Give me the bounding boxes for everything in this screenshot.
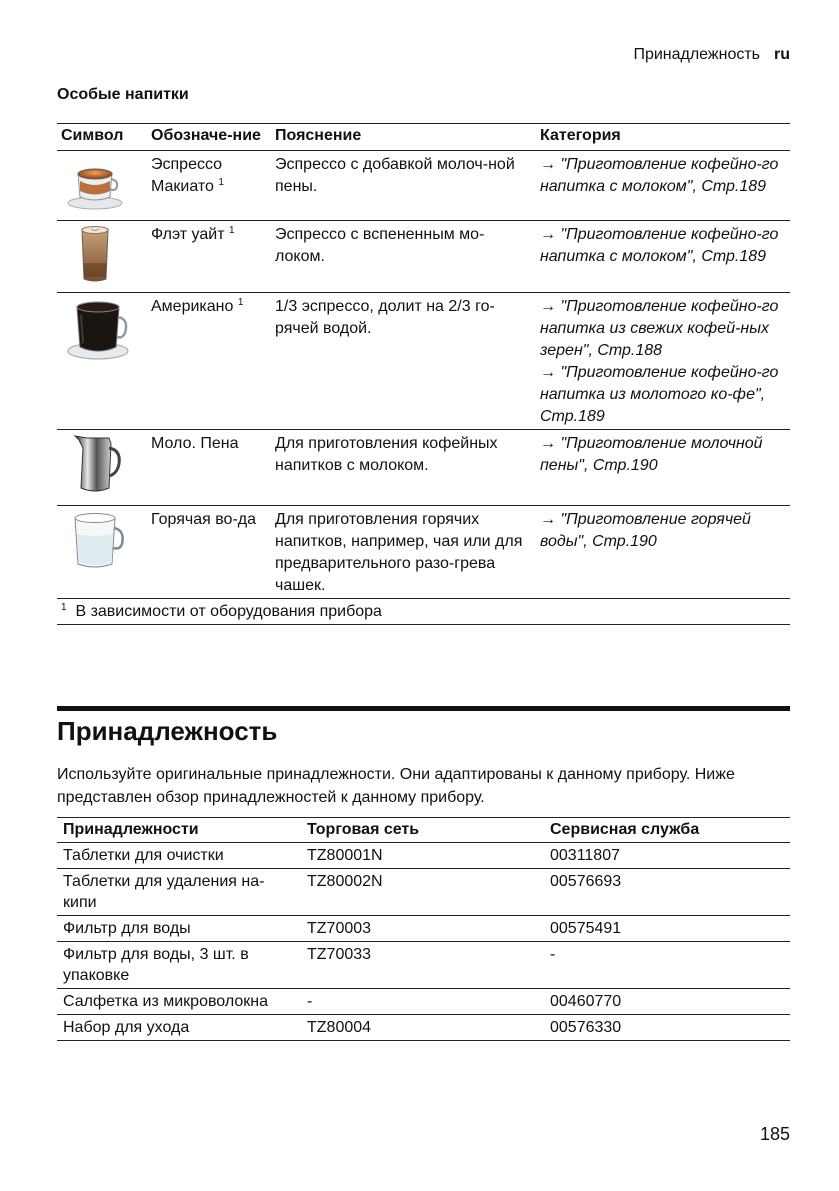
drink-category (536, 221, 790, 293)
service-code: 00460770 (550, 993, 622, 1010)
retail-code: TZ80001N (307, 847, 383, 864)
table-header-row (57, 818, 790, 843)
category-link[interactable]: → "Приготовление кофейно-го напитка с молоком", Стр.189 (540, 156, 779, 195)
drink-explanation: Для приготовления кофейных напитков с молоком. (275, 435, 498, 474)
drink-explanation: Эспрессо с вспененным мо-локом. (275, 226, 485, 265)
category-link[interactable]: → "Приготовление молочной пены", Стр.190 (540, 435, 763, 474)
page-number: 185 (759, 1124, 790, 1144)
col-retail: Торговая сеть (307, 821, 420, 838)
table-header-row (57, 124, 790, 151)
flat-white-icon (57, 221, 147, 293)
table-row (57, 221, 790, 293)
service-code: 00311807 (550, 847, 620, 864)
table-row (57, 869, 790, 916)
category-link[interactable]: → "Приготовление кофейно-го напитка из молотого ко-фе", Стр.189 (540, 364, 779, 425)
table-row (57, 942, 790, 989)
special-drinks-table (57, 123, 790, 625)
accessory-name: Таблетки для удаления на-кипи (63, 873, 265, 911)
table-row (57, 430, 790, 506)
col-category: Категория (540, 127, 621, 144)
running-header (633, 46, 790, 64)
drink-explanation: Для приготовления горячих напитков, например, чая или для предварительного разо-грева чашек. (275, 511, 523, 594)
table-row (57, 843, 790, 869)
footnote-row (57, 599, 790, 625)
retail-code: TZ80004 (307, 1019, 372, 1036)
accessory-name: Фильтр для воды, 3 шт. в упаковке (63, 946, 249, 984)
retail-code: TZ80002N (307, 873, 383, 890)
table-row (57, 989, 790, 1015)
header-lang: ru (774, 46, 790, 63)
retail-code: - (307, 993, 313, 1010)
header-section: Принадлежность (633, 46, 760, 63)
category-link[interactable]: → "Приготовление горячей воды", Стр.190 (540, 511, 751, 550)
col-symbol: Символ (61, 127, 124, 144)
table-row (57, 916, 790, 942)
drink-category (536, 151, 790, 221)
accessory-name: Салфетка из микроволокна (63, 993, 268, 1010)
drink-name: Флэт уайт $^1$ (151, 225, 235, 243)
table-row (57, 151, 790, 221)
footnote: $^1$ В зависимости от оборудования прибора (61, 602, 382, 620)
drink-name: Американо $^1$ (151, 297, 244, 315)
col-name: Обозначе-ние (151, 127, 261, 144)
drink-name: Эспрессо Макиато $^1$ (151, 156, 224, 195)
accessory-name: Набор для ухода (63, 1019, 190, 1036)
category-link[interactable]: → "Приготовление кофейно-го напитка из свежих кофей-ных зерен", Стр.188 (540, 298, 779, 359)
drink-category (536, 293, 790, 430)
service-code: 00575491 (550, 920, 622, 937)
section-divider (57, 706, 790, 711)
drink-explanation: 1/3 эспрессо, долит на 2/3 го-рячей водой. (275, 298, 495, 337)
accessory-name: Фильтр для воды (63, 920, 191, 937)
accessories-heading: Принадлежность (57, 716, 278, 746)
special-drinks-title: Особые напитки (57, 86, 189, 103)
drink-category (536, 506, 790, 599)
service-code: 00576693 (550, 873, 622, 890)
drink-name: Моло. Пена (151, 435, 239, 452)
espresso-macchiato-icon (57, 151, 147, 221)
drink-explanation: Эспрессо с добавкой молоч-ной пены. (275, 156, 515, 195)
drink-category (536, 430, 790, 506)
retail-code: TZ70033 (307, 946, 372, 963)
col-explanation: Пояснение (275, 127, 362, 144)
milk-foam-jug-icon (57, 430, 147, 506)
table-row (57, 293, 790, 430)
accessory-name: Таблетки для очистки (63, 847, 224, 864)
accessories-intro: Используйте оригинальные принадлежности. Они адаптированы к данному прибору. Ниже представлен обзор принадлежностей к данному прибору. (57, 766, 735, 806)
table-row (57, 506, 790, 599)
retail-code: TZ70003 (307, 920, 372, 937)
service-code: - (550, 946, 556, 963)
category-link[interactable]: → "Приготовление кофейно-го напитка с молоком", Стр.189 (540, 226, 779, 265)
col-accessory: Принадлежности (63, 821, 199, 838)
hot-water-glass-icon (57, 506, 147, 599)
col-service: Сервисная служба (550, 821, 700, 838)
service-code: 00576330 (550, 1019, 622, 1036)
accessories-table (57, 817, 790, 1041)
americano-icon (57, 293, 147, 430)
table-row (57, 1015, 790, 1041)
drink-name: Горячая во-да (151, 511, 256, 528)
